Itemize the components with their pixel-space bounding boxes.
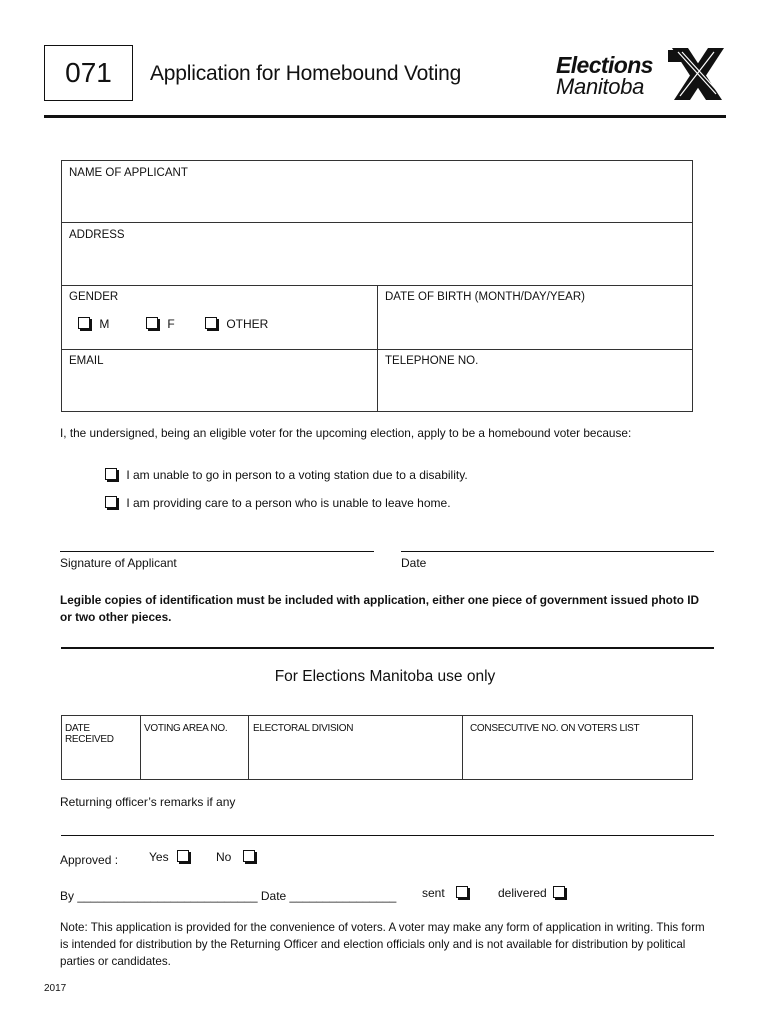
approved-no[interactable] [216,850,255,864]
name-field[interactable] [62,161,692,223]
address-label: ADDRESS [69,229,125,241]
gender-option-m[interactable] [78,317,109,331]
office-use-heading: For Elections Manitoba use only [274,668,496,685]
voting-area-label: VOTING AREA NO. [144,723,228,734]
date-received-label: DATE RECEIVED [65,723,114,745]
checkbox-delivered[interactable] [553,886,565,898]
signature-line[interactable] [60,551,374,552]
gender-option-other[interactable] [205,317,268,331]
consecutive-no-cell[interactable] [462,716,692,779]
reason-caregiver[interactable] [105,496,451,510]
remarks-line[interactable] [61,835,714,836]
address-field[interactable] [62,222,692,286]
delivered-label: delivered [498,886,547,900]
id-notice: Legible copies of identification must be included with application, either one piece of government issued photo ID or two other pieces. [60,593,700,624]
electoral-division-cell[interactable] [248,716,463,779]
yes-label: Yes [149,850,169,864]
checkbox-disability[interactable] [105,468,117,480]
email-label: EMAIL [69,355,104,367]
office-use-rule [61,647,714,649]
declaration-intro: I, the undersigned, being an eligible voter for the upcoming election, apply to be a homebound voter because: [60,426,632,440]
sent-option[interactable] [422,886,468,900]
telephone-field[interactable] [377,349,692,411]
telephone-label: TELEPHONE NO. [385,355,479,367]
gender-label: GENDER [69,291,119,303]
checkbox-f[interactable] [146,317,158,329]
date-label: Date [401,556,427,570]
dob-field[interactable] [377,285,692,350]
gender-cell [62,285,378,350]
remarks-label: Returning officer’s remarks if any [60,795,236,809]
distribution-note: Note: This application is provided for the convenience of voters. A voter may make any form of application in writing. This form is intended for distribution by the Returning Officer and election officials only and is not available for distribution by political parties or candidates. [60,921,705,968]
reason-caregiver-label: I am providing care to a person who is unable to leave home. [126,496,451,510]
gender-option-f[interactable] [146,317,175,331]
electoral-division-label: ELECTORAL DIVISION [253,723,354,734]
checkbox-yes[interactable] [177,850,189,862]
checkbox-other[interactable] [205,317,217,329]
checkbox-m[interactable] [78,317,90,329]
by-date-line[interactable]: By ___________________________ Date ________________ [60,889,397,903]
elections-manitoba-logo-text [556,54,653,98]
header-rule [44,115,726,118]
no-label: No [216,850,232,864]
gender-f-label: F [167,317,175,331]
sent-label: sent [422,886,445,900]
approved-yes[interactable] [149,850,189,864]
form-title: Application for Homebound Voting [150,62,462,85]
reason-disability-label: I am unable to go in person to a voting station due to a disability. [126,468,468,482]
date-received-cell[interactable] [62,716,141,779]
voting-area-cell[interactable] [140,716,249,779]
form-year: 2017 [44,983,67,994]
dob-label: DATE OF BIRTH (MONTH/DAY/YEAR) [385,291,585,303]
form-number: 071 [44,45,133,101]
consecutive-no-label: CONSECUTIVE NO. ON VOTERS LIST [470,723,640,734]
date-line[interactable] [401,551,714,552]
logo-line-2: Manitoba [556,74,645,99]
email-field[interactable] [62,349,378,411]
applicant-info-table [61,160,693,412]
x-mark-logo-icon [668,48,726,100]
delivered-option[interactable] [498,886,565,900]
name-label: NAME OF APPLICANT [69,167,188,179]
checkbox-caregiver[interactable] [105,496,117,508]
gender-m-label: M [99,317,110,331]
logo-line-1: Elections [556,52,653,78]
signature-label: Signature of Applicant [60,556,177,570]
reason-disability[interactable] [105,468,468,482]
office-use-table [61,715,693,780]
gender-other-label: OTHER [226,317,269,331]
checkbox-no[interactable] [243,850,255,862]
approved-label: Approved : [60,853,119,867]
checkbox-sent[interactable] [456,886,468,898]
